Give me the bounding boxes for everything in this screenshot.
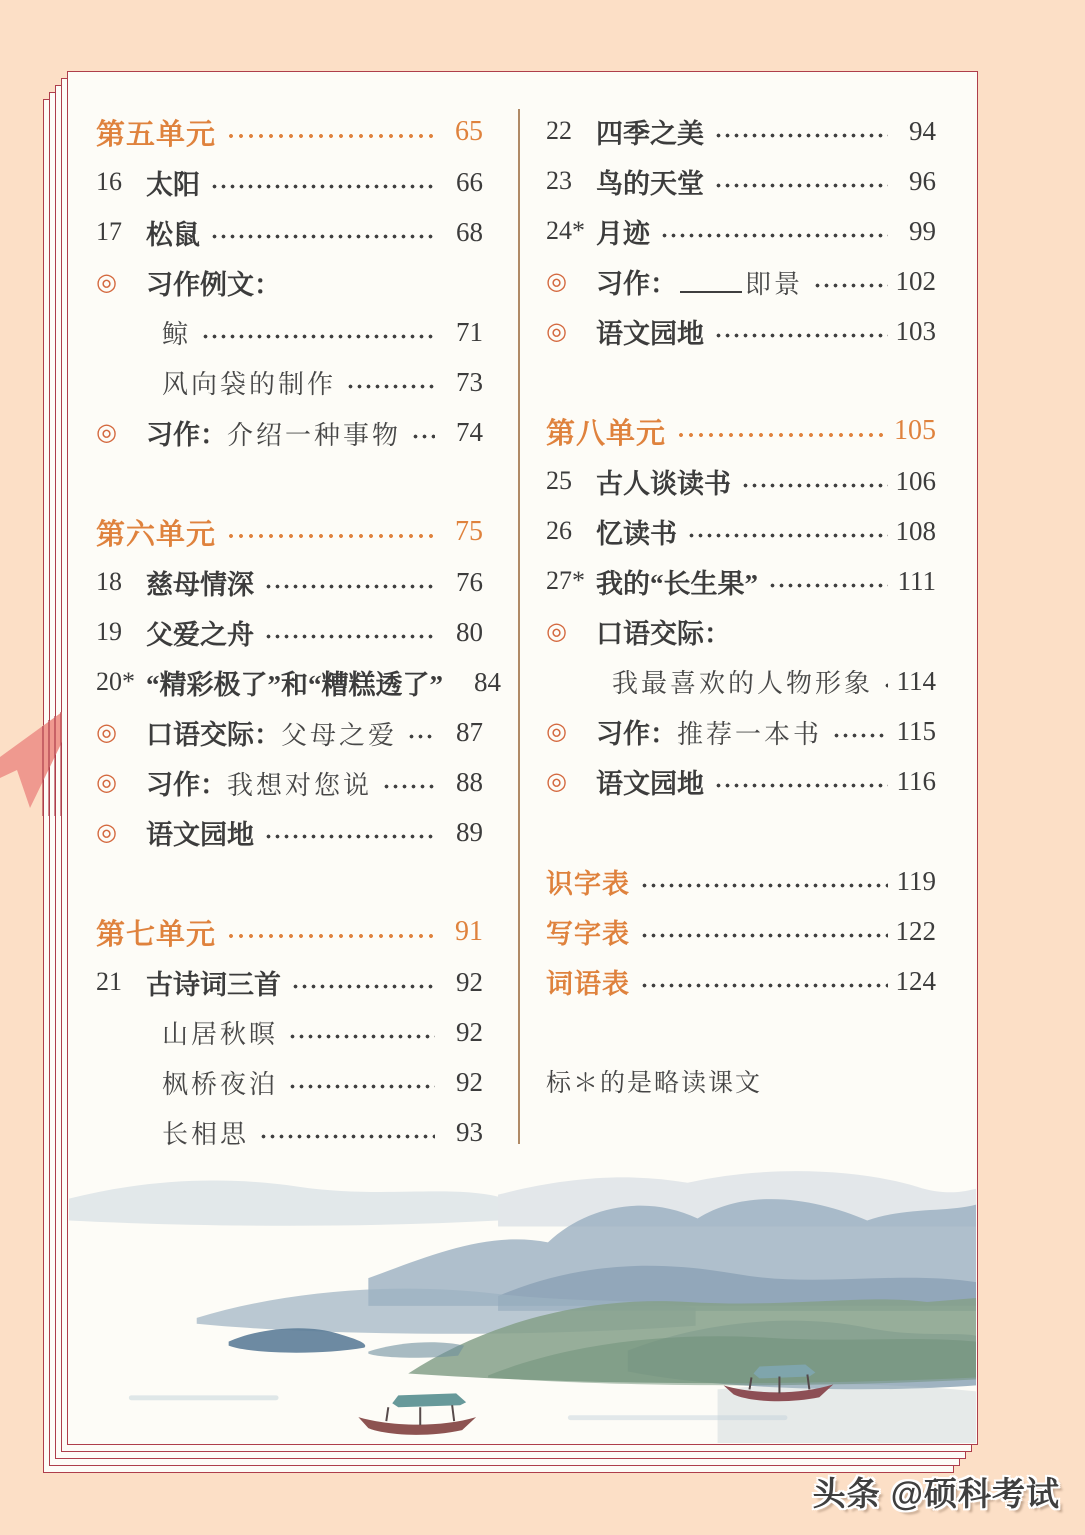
- entry-title: [612, 663, 873, 700]
- entry-title-text: 习作：: [146, 769, 227, 800]
- bookmark-ribbon: [0, 712, 70, 816]
- entry-title-text: 口语交际：: [146, 719, 281, 750]
- entry-title: [596, 212, 650, 251]
- page-number: 92: [456, 1066, 483, 1097]
- toc-row-circle: [96, 707, 483, 757]
- page-number: 89: [456, 816, 483, 847]
- entry-title: [596, 612, 731, 651]
- dot-leader: [640, 906, 888, 956]
- toc-row-backmatter: [546, 956, 936, 1006]
- lesson-number: 25: [546, 466, 572, 495]
- page-number: 115: [896, 715, 936, 746]
- unit-title: 第六单元: [96, 518, 217, 551]
- double-circle-icon: ◎: [96, 819, 117, 846]
- page-number: 114: [896, 665, 936, 696]
- entry-title-text: “精彩极了”和“糟糕透了”: [146, 669, 443, 700]
- page-number: 94: [909, 115, 936, 146]
- bookmark-ribbon-icon: [0, 712, 70, 816]
- dot-leader: [346, 357, 435, 407]
- lesson-number: 17: [96, 217, 122, 246]
- toc-row-unit: [96, 907, 483, 957]
- backmatter-title: 识字表: [546, 868, 630, 899]
- entry-title-text: 长相思: [162, 1119, 250, 1149]
- entry-title: [146, 713, 397, 752]
- dot-leader: [201, 307, 435, 357]
- entry-title-text: 古人谈读书: [596, 468, 731, 499]
- dot-leader: [660, 206, 888, 256]
- column-divider: [518, 109, 520, 1144]
- watermark: 头条 @硕科考试: [812, 1475, 1060, 1512]
- toc-row-circle: [546, 756, 936, 806]
- toc-row-spacer: [96, 857, 483, 907]
- dot-leader: [714, 756, 888, 806]
- toc-row-lesson: [546, 206, 936, 256]
- toc-row-spacer: [96, 457, 483, 507]
- dot-leader: [813, 256, 887, 306]
- page-number: 119: [896, 865, 936, 896]
- toc-row-lesson: [96, 557, 483, 607]
- entry-title-text: 我想对您说: [227, 770, 373, 800]
- entry-title: [596, 762, 704, 801]
- entry-title: [596, 562, 758, 601]
- entry-title-text: 习作：: [596, 268, 677, 299]
- entry-title-text: 鸟的天堂: [596, 168, 704, 199]
- entry-title: [146, 613, 254, 652]
- entry-title: [162, 314, 191, 351]
- toc-row-lesson: [546, 456, 936, 506]
- entry-title-text: 即景: [745, 269, 804, 299]
- dot-leader: [832, 706, 888, 756]
- toc-row-note: [546, 1056, 936, 1106]
- lesson-number: 24*: [546, 216, 585, 245]
- page-number: 66: [456, 166, 483, 197]
- entry-title-text: 忆读书: [596, 518, 677, 549]
- entry-title-text: 枫桥夜泊: [162, 1069, 279, 1099]
- entry-title-text: 习作：: [146, 419, 227, 450]
- entry-title: [146, 763, 372, 802]
- lesson-number: 18: [96, 567, 122, 596]
- page-number: 108: [895, 515, 936, 546]
- entry-title: [596, 512, 677, 551]
- page-number: 92: [456, 1016, 483, 1047]
- entry-title: [146, 663, 443, 702]
- page-number: 99: [909, 215, 936, 246]
- toc-row-spacer: [546, 1006, 936, 1056]
- toc-row-spacer: [546, 806, 936, 856]
- dot-leader: [883, 656, 888, 706]
- dot-leader: [264, 807, 435, 857]
- toc-row-circle: [96, 407, 483, 457]
- entry-title-text: 鲸: [162, 319, 192, 349]
- entry-title: [596, 462, 731, 501]
- dot-leader: [264, 557, 435, 607]
- dot-leader: [676, 406, 886, 456]
- toc-row-spacer: [546, 356, 936, 406]
- dot-leader: [714, 156, 888, 206]
- entry-title-text: 风向袋的制作: [162, 369, 337, 399]
- dot-leader: [741, 456, 888, 506]
- entry-title: [146, 413, 401, 452]
- page-number: 76: [456, 566, 483, 597]
- double-circle-icon: ◎: [546, 718, 567, 745]
- landscape-painting: [69, 1147, 976, 1443]
- lesson-number: 16: [96, 167, 122, 196]
- dot-leader: [210, 157, 435, 207]
- toc-row-lesson: [546, 106, 936, 156]
- page-number: 91: [455, 916, 483, 947]
- toc-row-circle: [96, 807, 483, 857]
- entry-title-text: 古诗词三首: [146, 969, 281, 1000]
- entry-title-text: 山居秋暝: [162, 1019, 279, 1049]
- toc-row-sub: [96, 357, 483, 407]
- page-number: 68: [456, 216, 483, 247]
- dot-leader: [768, 556, 888, 606]
- page-number: 71: [456, 316, 483, 347]
- lesson-number: 21: [96, 967, 122, 996]
- toc-row-lesson: [96, 207, 483, 257]
- toc-row-circle: [546, 706, 936, 756]
- dot-leader: [714, 106, 888, 156]
- double-circle-icon: ◎: [546, 318, 567, 345]
- toc-row-lesson: [96, 607, 483, 657]
- toc-column-left: [96, 107, 501, 1157]
- toc-row-sub: [96, 307, 483, 357]
- dot-leader: [291, 957, 435, 1007]
- dot-leader: [226, 107, 435, 157]
- dot-leader: [288, 1057, 435, 1107]
- toc-row-lesson: [96, 657, 501, 707]
- page-number: 116: [896, 765, 936, 796]
- lesson-number: 23: [546, 166, 572, 195]
- entry-title: [146, 163, 200, 202]
- page-number: 111: [897, 565, 936, 596]
- page-number: 65: [455, 116, 483, 147]
- page-number: 75: [455, 516, 483, 547]
- toc-row-lesson: [96, 957, 483, 1007]
- double-circle-icon: ◎: [546, 268, 567, 295]
- entry-title-text: 慈母情深: [146, 569, 254, 600]
- page-number: 105: [894, 415, 936, 446]
- toc-page: [67, 71, 978, 1445]
- entry-title-text: 我最喜欢的人物形象: [612, 668, 874, 698]
- entry-title: [146, 963, 281, 1002]
- backmatter-title: 写字表: [546, 918, 630, 949]
- page-number: 87: [456, 716, 483, 747]
- entry-title: [162, 1064, 278, 1101]
- toc-row-lesson: [546, 506, 936, 556]
- toc-row-circle: [96, 757, 483, 807]
- entry-title-text: 我的“长生果”: [596, 568, 758, 599]
- double-circle-icon: ◎: [96, 719, 117, 746]
- dot-leader: [640, 956, 888, 1006]
- page-number: 80: [456, 616, 483, 647]
- entry-title-text: 四季之美: [596, 118, 704, 149]
- toc-row-lesson: [546, 556, 936, 606]
- page-number: 73: [456, 366, 483, 397]
- unit-title: 第八单元: [546, 417, 667, 450]
- entry-title-text: 太阳: [146, 169, 200, 200]
- entry-title: [596, 312, 704, 351]
- dot-leader: [226, 907, 435, 957]
- double-circle-icon: ◎: [546, 768, 567, 795]
- entry-title-text: 语文园地: [146, 819, 254, 850]
- boat-icon: [358, 1393, 476, 1434]
- page-number: 124: [895, 965, 936, 996]
- double-circle-icon: ◎: [546, 618, 567, 645]
- entry-title-text: 介绍一种事物: [227, 420, 402, 450]
- entry-title: [162, 364, 336, 401]
- toc-column-right: [546, 106, 936, 1106]
- page-number: 106: [895, 465, 936, 496]
- unit-title: 第五单元: [96, 118, 217, 151]
- entry-title-text: 父母之爱: [281, 720, 398, 750]
- page-number: 88: [456, 766, 483, 797]
- toc-row-circle: [546, 606, 936, 656]
- dot-leader: [640, 856, 888, 906]
- toc-row-unit: [96, 107, 483, 157]
- double-circle-icon: ◎: [96, 269, 117, 296]
- dot-leader: [288, 1007, 435, 1057]
- page-number: 96: [909, 165, 936, 196]
- page-number: 92: [456, 966, 483, 997]
- entry-title-text: 习作例文：: [146, 269, 281, 300]
- entry-title-text: 语文园地: [596, 318, 704, 349]
- dot-leader: [264, 607, 435, 657]
- entry-title-text: 口语交际：: [596, 618, 731, 649]
- page-number: 84: [474, 666, 501, 697]
- entry-title-text: 父爱之舟: [146, 619, 254, 650]
- toc-row-lesson: [546, 156, 936, 206]
- toc-row-unit: [546, 406, 936, 456]
- backmatter-title: 词语表: [546, 968, 630, 999]
- lesson-number: 20*: [96, 667, 135, 696]
- toc-row-sub: [96, 1057, 483, 1107]
- blank-underline: [680, 269, 742, 293]
- entry-title: [146, 263, 281, 302]
- lesson-number: 26: [546, 516, 572, 545]
- entry-title-text: 松鼠: [146, 219, 200, 250]
- lesson-number: 19: [96, 617, 122, 646]
- toc-row-backmatter: [546, 906, 936, 956]
- page-number: 74: [456, 416, 483, 447]
- entry-title: [146, 213, 200, 252]
- page-number: 102: [895, 265, 936, 296]
- entry-title: [146, 813, 254, 852]
- toc-row-lesson: [96, 157, 483, 207]
- entry-title-text: 月迹: [596, 218, 650, 249]
- dot-leader: [407, 707, 435, 757]
- dot-leader: [714, 306, 888, 356]
- page-number: 122: [895, 915, 936, 946]
- dot-leader: [210, 207, 435, 257]
- page-number: 93: [456, 1116, 483, 1147]
- entry-title-text: 语文园地: [596, 768, 704, 799]
- dot-leader: [411, 407, 435, 457]
- skim-reading-note: 标＊的是略读课文: [546, 1070, 763, 1097]
- toc-row-unit: [96, 507, 483, 557]
- entry-title: [596, 712, 822, 751]
- toc-row-sub: [96, 1007, 483, 1057]
- toc-row-circle: [546, 256, 936, 306]
- dot-leader: [687, 506, 888, 556]
- lesson-number: 27*: [546, 566, 585, 595]
- dot-leader: [382, 757, 435, 807]
- toc-row-circle: [546, 306, 936, 356]
- unit-title: 第七单元: [96, 918, 217, 951]
- lesson-number: 22: [546, 116, 572, 145]
- entry-title-text: 推荐一本书: [677, 719, 823, 749]
- double-circle-icon: ◎: [96, 419, 117, 446]
- entry-title: [146, 563, 254, 602]
- entry-title-text: 习作：: [596, 718, 677, 749]
- entry-title: [162, 1114, 249, 1151]
- entry-title: [162, 1014, 278, 1051]
- entry-title: [596, 112, 704, 151]
- entry-title: [596, 162, 704, 201]
- page-number: 103: [895, 315, 936, 346]
- toc-row-circle: [96, 257, 483, 307]
- dot-leader: [226, 507, 435, 557]
- toc-row-sub: [546, 656, 936, 706]
- double-circle-icon: ◎: [96, 769, 117, 796]
- entry-title: [596, 262, 803, 301]
- toc-row-backmatter: [546, 856, 936, 906]
